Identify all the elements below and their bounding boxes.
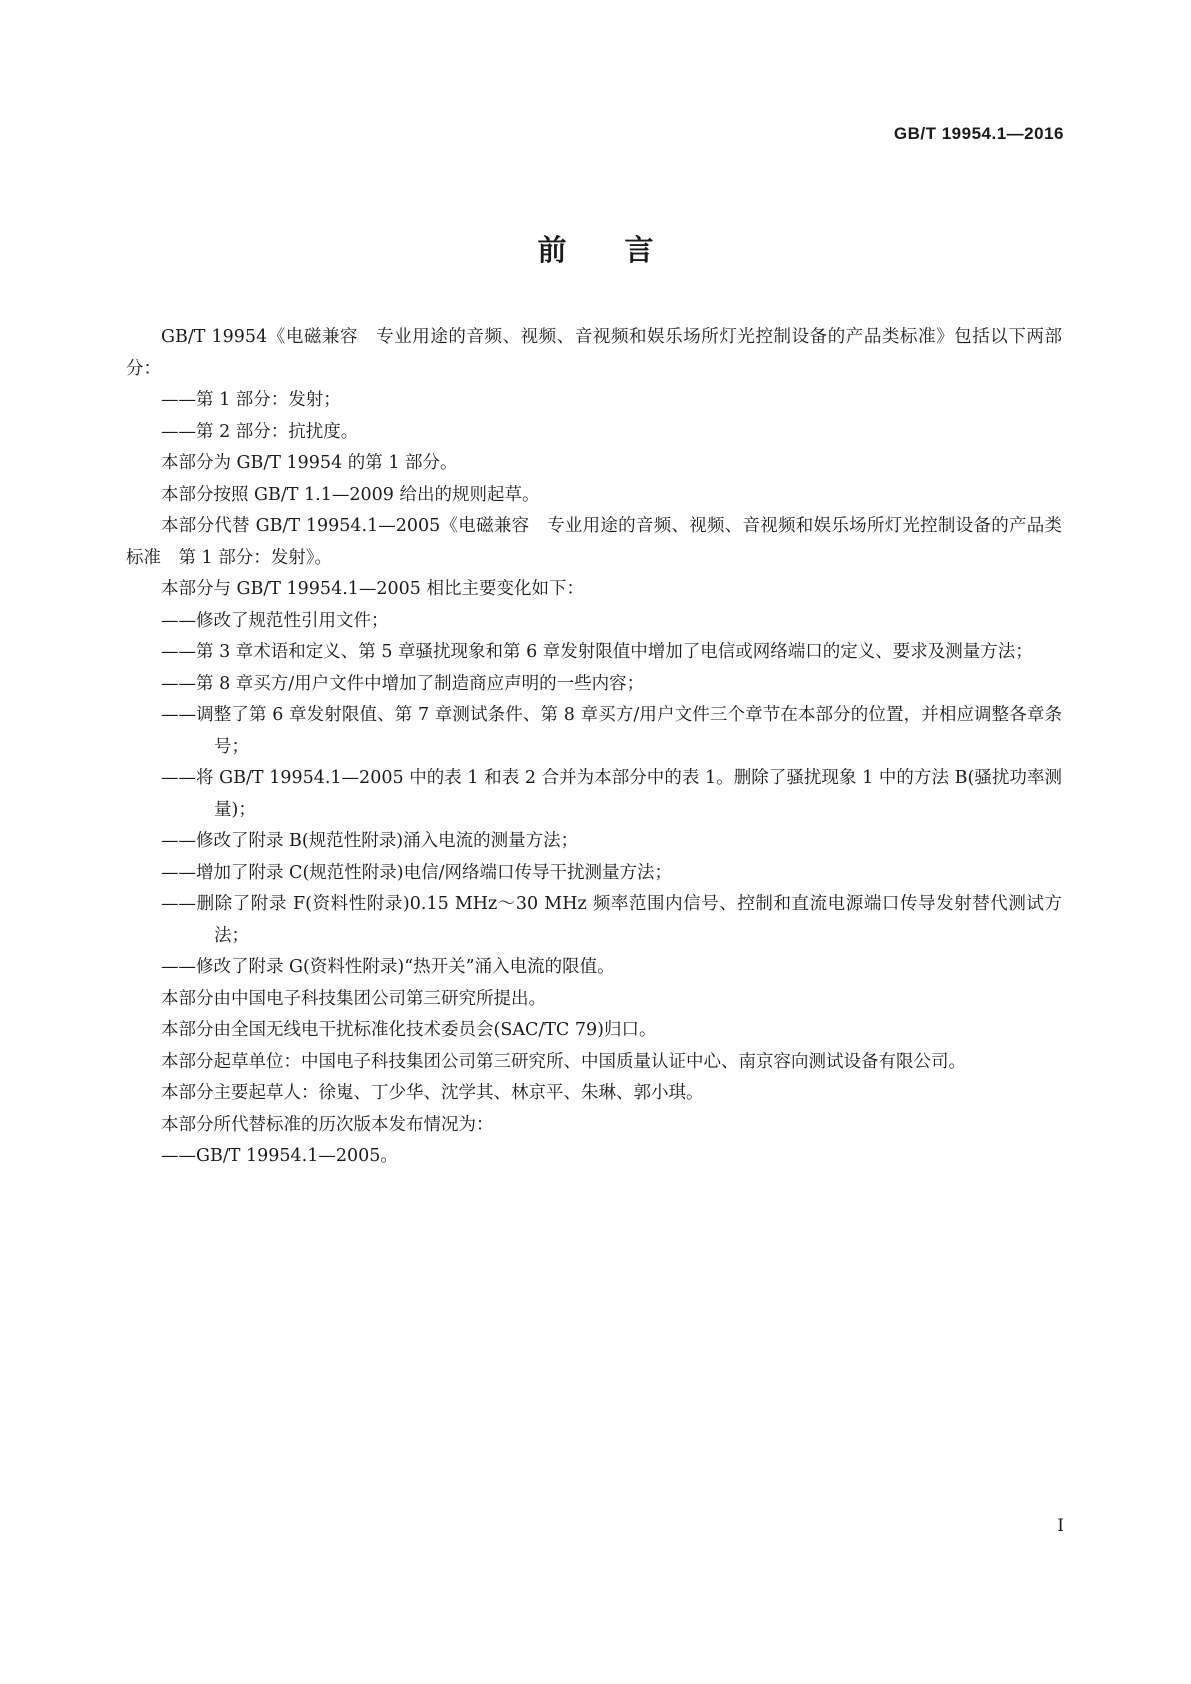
paragraph-changes-intro: 本部分与 GB/T 19954.1—2005 相比主要变化如下：	[161, 579, 584, 599]
paragraph-history-intro: 本部分所代替标准的历次版本发布情况为：	[161, 1114, 494, 1135]
list-item-part-1: ——第 1 部分：发射；	[161, 390, 341, 410]
paragraph-proposer: 本部分由中国电子科技集团公司第三研究所提出。	[161, 988, 546, 1009]
paragraph-scope: 本部分为 GB/T 19954 的第 1 部分。	[161, 453, 458, 473]
list-item-change: ——调整了第 6 章发射限值、第 7 章测试条件、第 8 章买方/用户文件三个章节在本部分的位置，并相应调整各章条号；	[161, 705, 1062, 757]
list-item-change: ——增加了附录 C(规范性附录)电信/网络端口传导干扰测量方法；	[161, 862, 673, 883]
paragraph-intro: GB/T 19954《电磁兼容 专业用途的音频、视频、音视频和娱乐场所灯光控制设备的产品类标准》包括以下两部分：	[126, 327, 1062, 379]
list-item-change: ——修改了附录 B(规范性附录)涌入电流的测量方法；	[161, 831, 579, 851]
paragraph-committee: 本部分由全国无线电干扰标准化技术委员会(SAC/TC 79)归口。	[161, 1020, 657, 1040]
list-item-change: ——修改了规范性引用文件；	[161, 610, 389, 631]
list-item-change: ——第 3 章术语和定义、第 5 章骚扰现象和第 6 章发射限值中增加了电信或网络端口的定义、要求及测量方法；	[161, 642, 1033, 662]
list-item-change: ——修改了附录 G(资料性附录)“热开关”涌入电流的限值。	[161, 957, 615, 977]
list-item-part-2: ——第 2 部分：抗扰度。	[161, 421, 359, 442]
paragraph-drafters: 本部分主要起草人：徐嵬、丁少华、沈学其、林京平、朱琳、郭小琪。	[161, 1083, 704, 1103]
page-number: I	[1057, 1516, 1064, 1536]
paragraph-drafting-units: 本部分起草单位：中国电子科技集团公司第三研究所、中国质量认证中心、南京容向测试设备有限公司。	[161, 1051, 966, 1072]
foreword-body	[126, 322, 1062, 1173]
list-item-change: ——将 GB/T 19954.1—2005 中的表 1 和表 2 合并为本部分中的表 1。删除了骚扰现象 1 中的方法 B(骚扰功率测量)；	[161, 768, 1062, 820]
list-item-change: ——第 8 章买方/用户文件中增加了制造商应声明的一些内容；	[161, 673, 645, 694]
standard-number: GB/T 19954.1—2016	[893, 124, 1064, 143]
paragraph-drafting-rules: 本部分按照 GB/T 1.1—2009 给出的规则起草。	[161, 484, 540, 505]
list-item-history: ——GB/T 19954.1—2005。	[161, 1146, 398, 1166]
paragraph-replaces: 本部分代替 GB/T 19954.1—2005《电磁兼容 专业用途的音频、视频、音视频和娱乐场所灯光控制设备的产品类标准 第 1 部分：发射》。	[126, 516, 1062, 568]
page-title: 前言	[537, 233, 712, 267]
list-item-change: ——删除了附录 F(资料性附录)0.15 MHz～30 MHz 频率范围内信号、控制和直流电源端口传导发射替代测试方法；	[161, 894, 1062, 946]
